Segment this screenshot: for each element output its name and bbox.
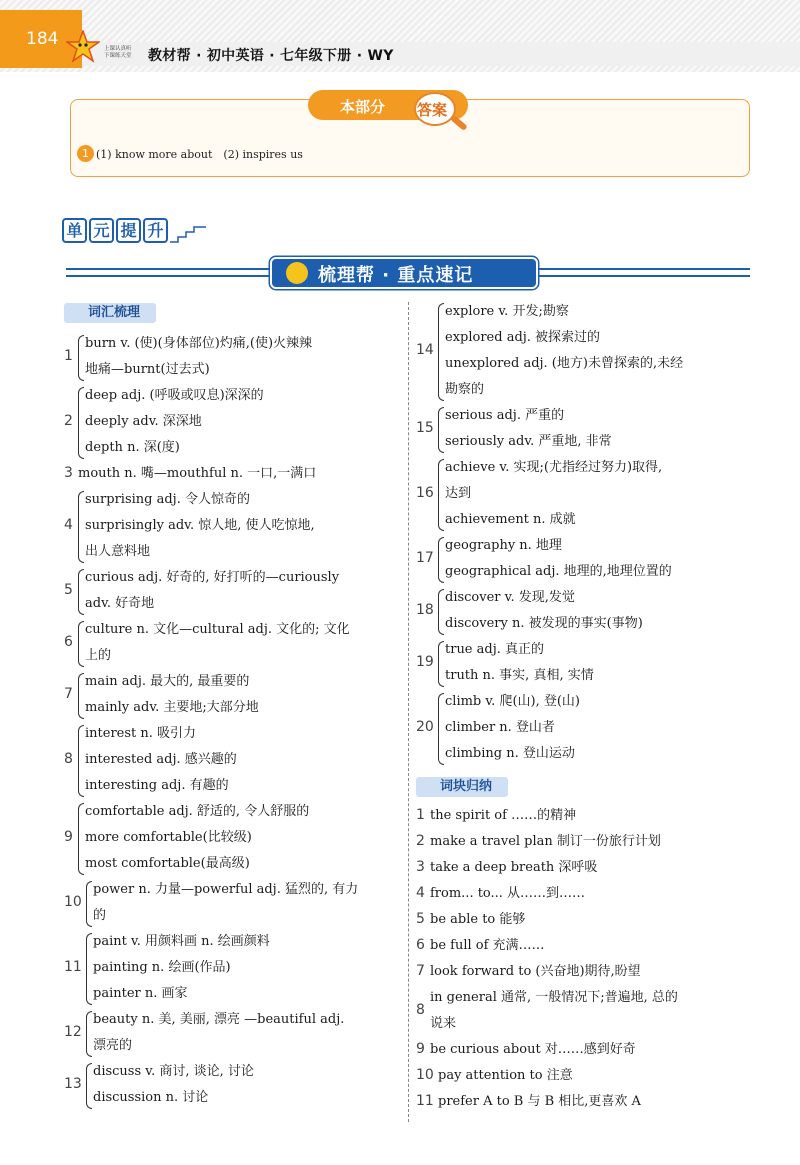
entry-number: 19	[416, 654, 434, 670]
unit-title-char: 元	[89, 218, 114, 243]
entry-line: culture n. 文化—cultural adj. 文化的; 文化	[85, 622, 350, 637]
entry-line: achieve v. 实现;(尤指经过努力)取得,	[445, 460, 663, 475]
entry-line: 的	[93, 908, 107, 923]
entry-line: 达到	[445, 486, 472, 501]
brace	[78, 673, 84, 719]
entry-line: prefer A to B 与 B 相比,更喜欢 A	[438, 1094, 641, 1109]
entry-line: deep adj. (呼吸或叹息)深深的	[85, 388, 264, 403]
entry-number: 17	[416, 550, 434, 566]
answer-circle-label: 答案	[417, 101, 448, 119]
entry-line: 地痛—burnt(过去式)	[85, 362, 210, 377]
entry-number: 3	[416, 859, 425, 875]
entry-line: take a deep breath 深呼吸	[430, 860, 598, 875]
star-mascot-icon	[66, 30, 100, 64]
brace	[78, 803, 84, 875]
entry-line: paint v. 用颜料画 n. 绘画颜料	[93, 934, 270, 949]
entry-number: 2	[64, 413, 73, 429]
entry-number: 1	[416, 807, 425, 823]
page-number: 184	[0, 10, 82, 68]
entry-line: deeply adv. 深深地	[85, 414, 202, 429]
slogan-line: 上课认真听	[104, 46, 132, 52]
entry-number: 8	[416, 1002, 425, 1018]
entry-line: geography n. 地理	[445, 538, 562, 553]
entry-line: interest n. 吸引力	[85, 726, 197, 741]
answer-label: 本部分	[340, 98, 386, 116]
entry-number: 16	[416, 485, 434, 501]
entry-number: 4	[64, 517, 73, 533]
entry-line: climbing n. 登山运动	[445, 746, 575, 761]
brace	[438, 641, 444, 687]
brace	[78, 335, 84, 381]
entry-line: most comfortable(最高级)	[85, 856, 250, 871]
entry-line: main adj. 最大的, 最重要的	[85, 674, 250, 689]
slogan-line: 下课练天堂	[104, 53, 132, 59]
entry-line: explore v. 开发;勘察	[445, 304, 569, 319]
entry-number: 7	[64, 686, 73, 702]
unit-title-char: 单	[62, 218, 87, 243]
entry-line: discussion n. 讨论	[93, 1090, 209, 1105]
entry-number: 11	[416, 1093, 434, 1109]
brace	[438, 407, 444, 453]
entry-line: more comfortable(比较级)	[85, 830, 252, 845]
unit-title	[62, 218, 168, 243]
lightbulb-icon	[286, 262, 308, 284]
step-decoration-icon	[168, 224, 208, 244]
entry-line: climber n. 登山者	[445, 720, 555, 735]
entry-line: 上的	[85, 648, 112, 663]
entry-line: discuss v. 商讨, 谈论, 讨论	[93, 1064, 254, 1079]
brace	[78, 491, 84, 563]
brace	[78, 569, 84, 615]
entry-number: 10	[416, 1067, 434, 1083]
entry-line: from... to... 从……到……	[430, 886, 586, 901]
entry-line: surprising adj. 令人惊奇的	[85, 492, 250, 507]
entry-line: be curious about 对……感到好奇	[430, 1042, 636, 1057]
entry-line: painting n. 绘画(作品)	[93, 960, 231, 975]
entry-line: climb v. 爬(山), 登(山)	[445, 694, 580, 709]
entry-line: interested adj. 感兴趣的	[85, 752, 237, 767]
brace	[86, 1011, 92, 1057]
entry-number: 1	[64, 348, 73, 364]
entry-line: true adj. 真正的	[445, 642, 545, 657]
entry-line: comfortable adj. 舒适的, 令人舒服的	[85, 804, 310, 819]
section-title: 梳理帮 · 重点速记	[318, 265, 474, 286]
entry-number: 3	[64, 465, 73, 481]
answer-item-number: 1	[77, 145, 94, 162]
entry-number: 12	[64, 1024, 82, 1040]
entry-line: the spirit of ……的精神	[430, 808, 577, 823]
brace	[438, 693, 444, 765]
brace	[86, 933, 92, 1005]
entry-line: geographical adj. 地理的,地理位置的	[445, 564, 672, 579]
entry-line: discover v. 发现,发觉	[445, 590, 575, 605]
entry-number: 14	[416, 342, 434, 358]
entry-line: surprisingly adv. 惊人地, 使人吃惊地,	[85, 518, 315, 533]
entry-line: serious adj. 严重的	[445, 408, 565, 423]
entry-line: unexplored adj. (地方)未曾探索的,未经	[445, 356, 684, 371]
entry-line: achievement n. 成就	[445, 512, 576, 527]
chunks-header: 词块归纳	[416, 777, 508, 797]
unit-title-char: 升	[143, 218, 168, 243]
entry-line: adv. 好奇地	[85, 596, 155, 611]
entry-line: explored adj. 被探索过的	[445, 330, 601, 345]
entry-line: discovery n. 被发现的事实(事物)	[445, 616, 643, 631]
entry-number: 11	[64, 959, 82, 975]
entry-number: 8	[64, 751, 73, 767]
header-slogan	[104, 46, 144, 60]
brace	[86, 1063, 92, 1109]
entry-line: 勘察的	[445, 382, 485, 397]
entry-number: 9	[416, 1041, 425, 1057]
book-title: 教材帮 · 初中英语 · 七年级下册 · WY	[148, 48, 394, 64]
entry-line: 漂亮的	[93, 1038, 133, 1053]
entry-line: seriously adv. 严重地, 非常	[445, 434, 612, 449]
entry-line: pay attention to 注意	[438, 1068, 573, 1083]
answer-text: (1) know more about (2) inspires us	[96, 148, 303, 161]
entry-number: 5	[416, 911, 425, 927]
entry-line: 说来	[430, 1016, 457, 1031]
entry-line: in general 通常, 一般情况下;普遍地, 总的	[430, 990, 678, 1005]
entry-number: 6	[416, 937, 425, 953]
entry-number: 4	[416, 885, 425, 901]
entry-number: 20	[416, 719, 434, 735]
entry-number: 2	[416, 833, 425, 849]
entry-line: make a travel plan 制订一份旅行计划	[430, 834, 661, 849]
entry-number: 6	[64, 634, 73, 650]
entry-number: 18	[416, 602, 434, 618]
entry-line: power n. 力量—powerful adj. 猛烈的, 有力	[93, 882, 359, 897]
entry-number: 15	[416, 420, 434, 436]
entry-line: mouth n. 嘴—mouthful n. 一口,一满口	[78, 466, 317, 481]
entry-line: mainly adv. 主要地;大部分地	[85, 700, 259, 715]
entry-line: be able to 能够	[430, 912, 526, 927]
column-divider	[408, 302, 409, 1122]
entry-number: 9	[64, 829, 73, 845]
entry-line: truth n. 事实, 真相, 实情	[445, 668, 594, 683]
entry-line: 出人意料地	[85, 544, 151, 559]
entry-line: interesting adj. 有趣的	[85, 778, 229, 793]
brace	[438, 303, 444, 401]
entry-number: 13	[64, 1076, 82, 1092]
entry-line: look forward to (兴奋地)期待,盼望	[430, 964, 641, 979]
brace	[438, 589, 444, 635]
entry-number: 10	[64, 894, 82, 910]
entry-line: painter n. 画家	[93, 986, 188, 1001]
entry-number: 7	[416, 963, 425, 979]
brace	[78, 621, 84, 667]
entry-line: burn v. (使)(身体部位)灼痛,(使)火辣辣	[85, 336, 313, 351]
entry-line: curious adj. 好奇的, 好打听的—curiously	[85, 570, 340, 585]
brace	[78, 725, 84, 797]
brace	[438, 537, 444, 583]
entry-line: depth n. 深(度)	[85, 440, 180, 455]
entry-line: be full of 充满……	[430, 938, 545, 953]
entry-number: 5	[64, 582, 73, 598]
vocab-header: 词汇梳理	[64, 303, 156, 323]
unit-title-char: 提	[116, 218, 141, 243]
entry-line: beauty n. 美, 美丽, 漂亮 —beautiful adj.	[93, 1012, 345, 1027]
brace	[86, 881, 92, 927]
brace	[438, 459, 444, 531]
brace	[78, 387, 84, 459]
